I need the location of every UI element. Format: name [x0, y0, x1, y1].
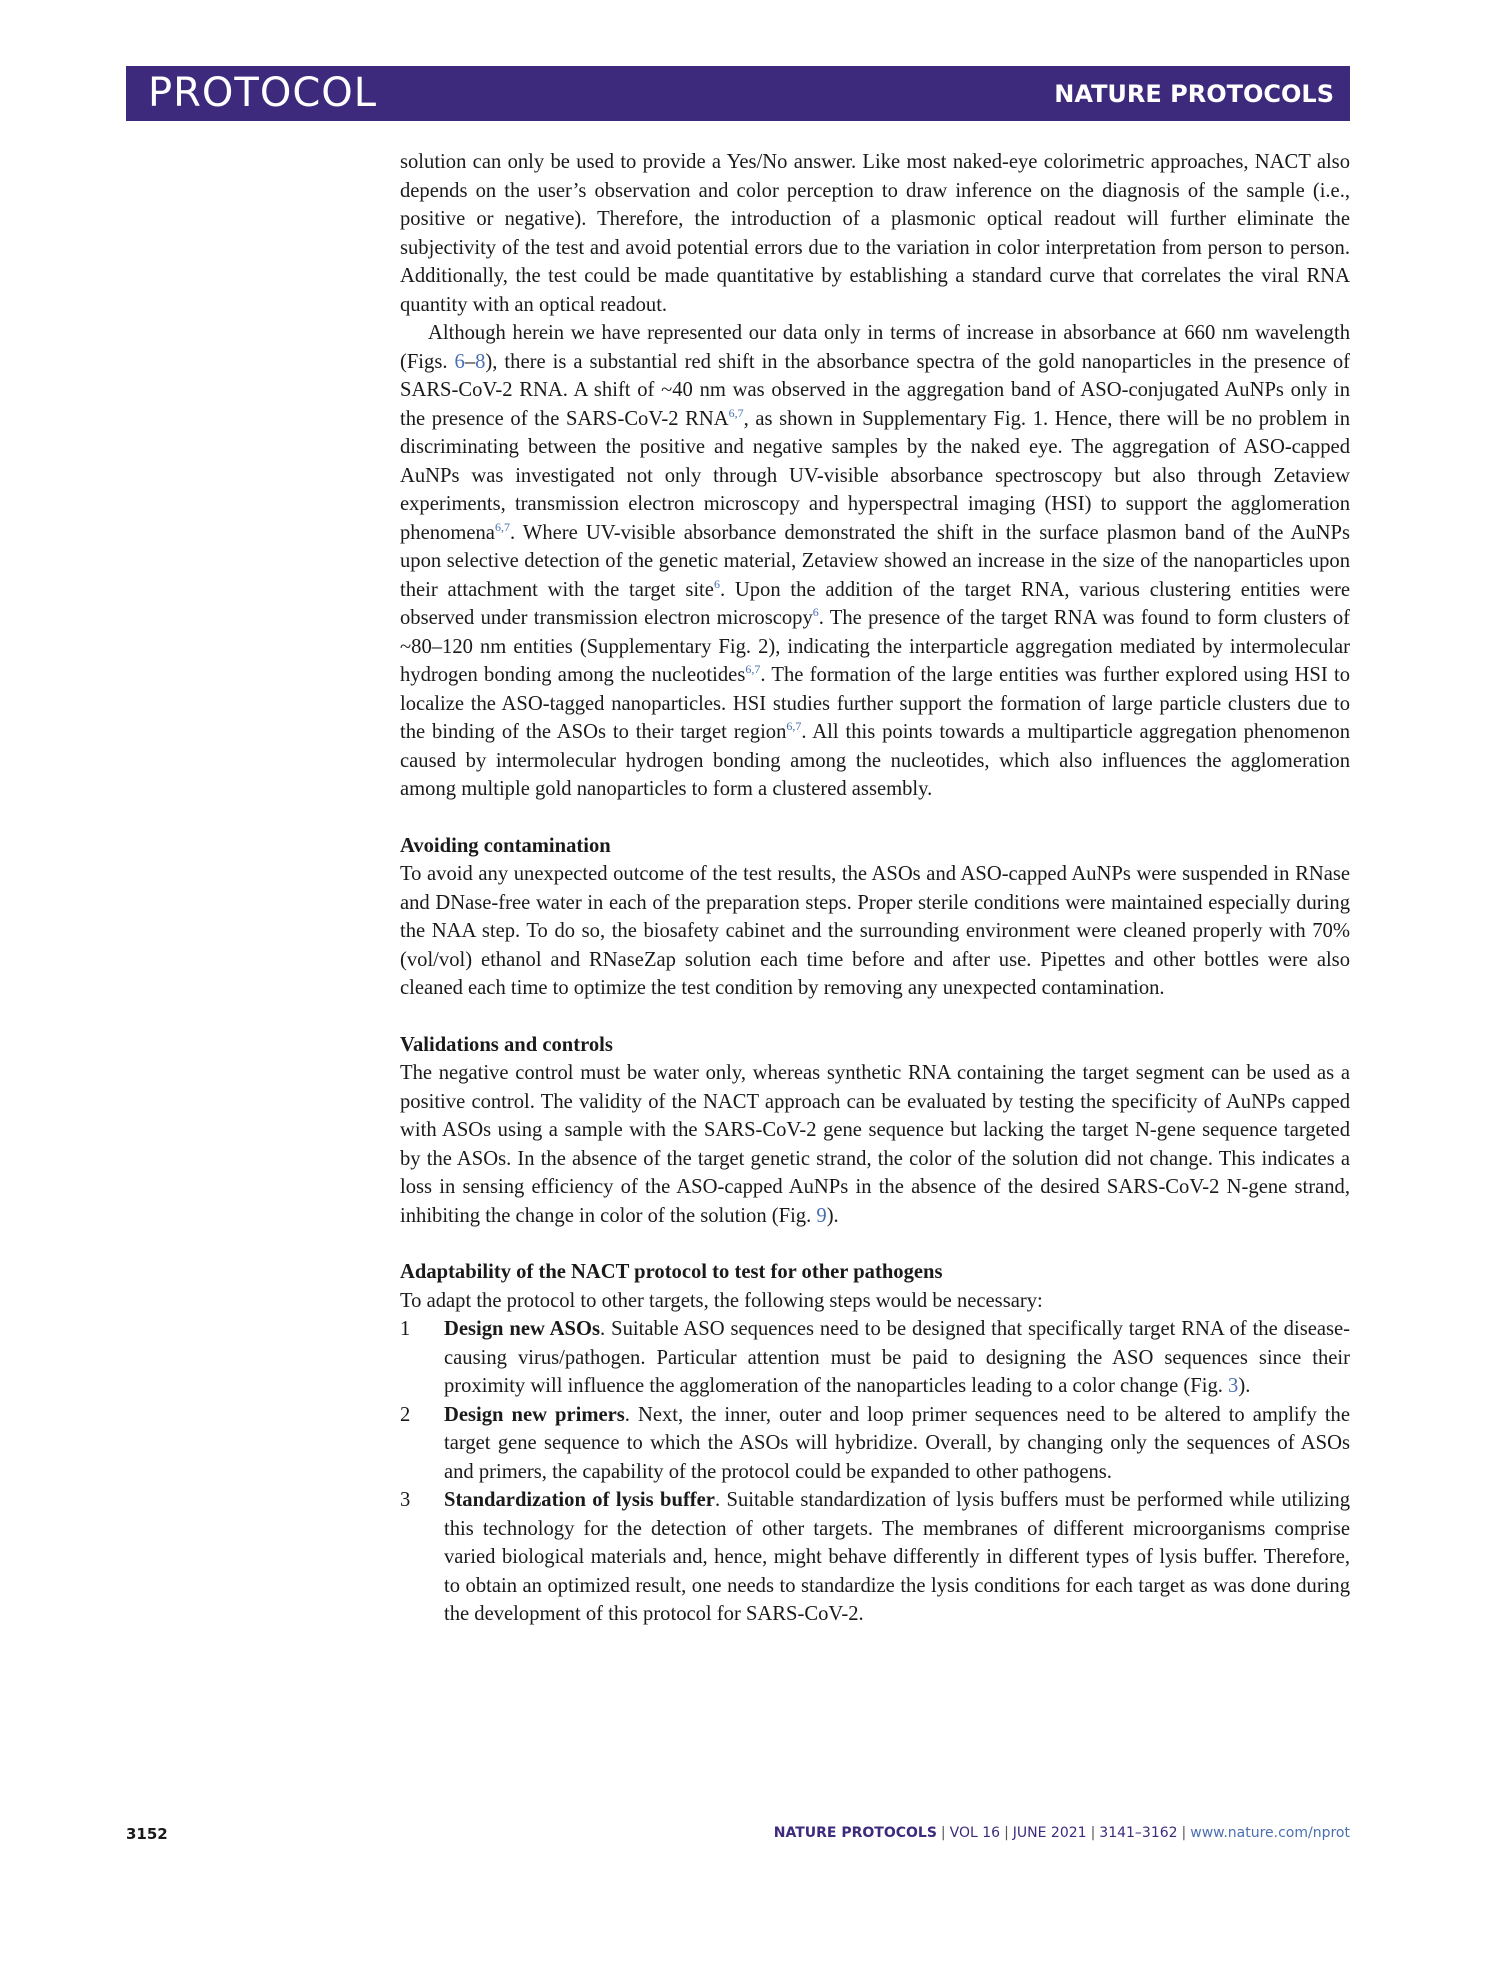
list-item: 2 Design new primers. Next, the inner, outer and loop primer sequences need to be altered to amplify the target gene sequence to which the ASOs will hybridize. Overall, by changing only the sequences of ASOs and primers, the capability of the protocol could be expanded to other pathogens.: [400, 1403, 1350, 1483]
figure-ref-link[interactable]: 3: [1228, 1375, 1239, 1397]
footer-citation: NATURE PROTOCOLS | VOL 16 | JUNE 2021 | 3141–3162 | www.nature.com/nprot: [773, 1825, 1350, 1841]
figure-ref-link[interactable]: 6: [454, 350, 465, 373]
list-item: 1 Design new ASOs. Suitable ASO sequences need to be designed that specifically target RNA of the disease-causing virus/pathogen. Particular attention must be paid to designing the ASO sequences since their proximity will influence the agglomeration of the nanoparticles leading to a color change (Fig. 3).: [400, 1318, 1350, 1397]
figure-ref-link[interactable]: 9: [816, 1204, 827, 1227]
section-heading: Validations and controls: [400, 1033, 613, 1056]
article-body: [400, 148, 1350, 1629]
citation-link[interactable]: 6: [812, 605, 819, 619]
paragraph: Although herein we have represented our data only in terms of increase in absorbance at 660 nm wavelength (Figs. 6–8), there is a substantial red shift in the absorbance spectra of the gold nanoparticles in the presence of SARS-CoV-2 RNA. A shift of ~40 nm was observed in the aggregation band of ASO-conjugated AuNPs only in the presence of the SARS-CoV-2 RNA$^{6,7}$, as shown in Supplementary Fig. 1. Hence, there will be no problem in discriminating between the positive and negative samples by the naked eye. The aggregation of ASO-capped AuNPs was investigated not only through UV-visible absorbance spectroscopy but also through Zetaview experiments, transmission electron microscopy and hyperspectral imaging (HSI) to support the agglomeration phenomena$^{6,7}$. Where UV-visible absorbance demonstrated the shift in the surface plasmon band of the AuNPs upon selective detection of the genetic material, Zetaview showed an increase in the size of the nanoparticles upon their attachment with the target site$^6$. Upon the addition of the target RNA, various clustering entities were observed under transmission electron microscopy$^6$. The presence of the target RNA was found to form clusters of ~80–120 nm entities (Supplementary Fig. 2), indicating the interparticle aggregation mediated by intermolecular hydrogen bonding among the nucleotides$^{6,7}$. The formation of the large entities was further explored using HSI to localize the ASO-tagged nanoparticles. HSI studies further support the formation of large particle clusters due to the binding of the ASOs to their target region$^{6,7}$. All this points towards a multiparticle aggregation phenomenon caused by intermolecular hydrogen bonding among the nucleotides, which also influences the agglomeration among multiple gold nanoparticles to form a clustered assembly.: [400, 322, 1351, 800]
figure-ref-link[interactable]: 8: [475, 350, 486, 373]
paragraph: To avoid any unexpected outcome of the test results, the ASOs and ASO-capped AuNPs were suspended in RNase and DNase-free water in each of the preparation steps. Proper sterile conditions were maintained especially during the NAA step. To do so, the biosafety cabinet and the surrounding environment were cleaned properly with 70% (vol/vol) ethanol and RNaseZap solution each time before and after use. Pipettes and other bottles were also cleaned each time to optimize the test condition by removing any unexpected contamination.: [400, 863, 1350, 999]
citation-link[interactable]: 6,7: [745, 662, 761, 676]
journal-name: NATURE PROTOCOLS: [1054, 80, 1334, 108]
section-heading: Adaptability of the NACT protocol to test for other pathogens: [400, 1261, 943, 1283]
citation-link[interactable]: 6,7: [786, 719, 802, 733]
paragraph: To adapt the protocol to other targets, the following steps would be necessary:: [400, 1289, 1043, 1312]
citation-link[interactable]: 6: [713, 576, 720, 591]
journal-url-link[interactable]: www.nature.com/nprot: [1190, 1825, 1350, 1841]
citation-link[interactable]: 6,7: [494, 519, 510, 534]
paragraph: solution can only be used to provide a Yes/No answer. Like most naked-eye colorimetric approaches, NACT also depends on the user’s observation and color perception to draw inference on the diagnosis of the sample (i.e., positive or negative). Therefore, the introduction of a plasmonic optical readout will further eliminate the subjectivity of the test and avoid potential errors due to the variation in color interpretation from person to person. Additionally, the test could be made quantitative by establishing a standard curve that correlates the viral RNA quantity with an optical readout.: [400, 151, 1350, 316]
paragraph: The negative control must be water only, whereas synthetic RNA containing the target segment can be used as a positive control. The validity of the NACT approach can be evaluated by testing the specificity of AuNPs capped with ASOs using a sample with the SARS-CoV-2 gene sequence but lacking the target N-gene sequence targeted by the ASOs. In the absence of the target genetic strand, the color of the solution did not change. This indicates a loss in sensing efficiency of the ASO-capped AuNPs in the absence of the desired SARS-CoV-2 N-gene strand, inhibiting the change in color of the solution (Fig. 9).: [400, 1062, 1350, 1227]
citation-link[interactable]: 6,7: [728, 405, 744, 420]
header-banner: [126, 66, 1350, 121]
section-label: PROTOCOL: [148, 70, 378, 116]
page-number: 3152: [126, 1825, 168, 1843]
list-item: 3 Standardization of lysis buffer. Suitable standardization of lysis buffers must be performed while utilizing this technology for the detection of other targets. The membranes of different microorganisms comprise varied biological materials and, hence, might behave differently in different types of lysis buffer. Therefore, to obtain an optimized result, one needs to standardize the lysis conditions for each target as was done during the development of this protocol for SARS-CoV-2.: [400, 1489, 1350, 1625]
section-heading: Avoiding contamination: [400, 834, 611, 857]
steps-list: [400, 1315, 1350, 1629]
